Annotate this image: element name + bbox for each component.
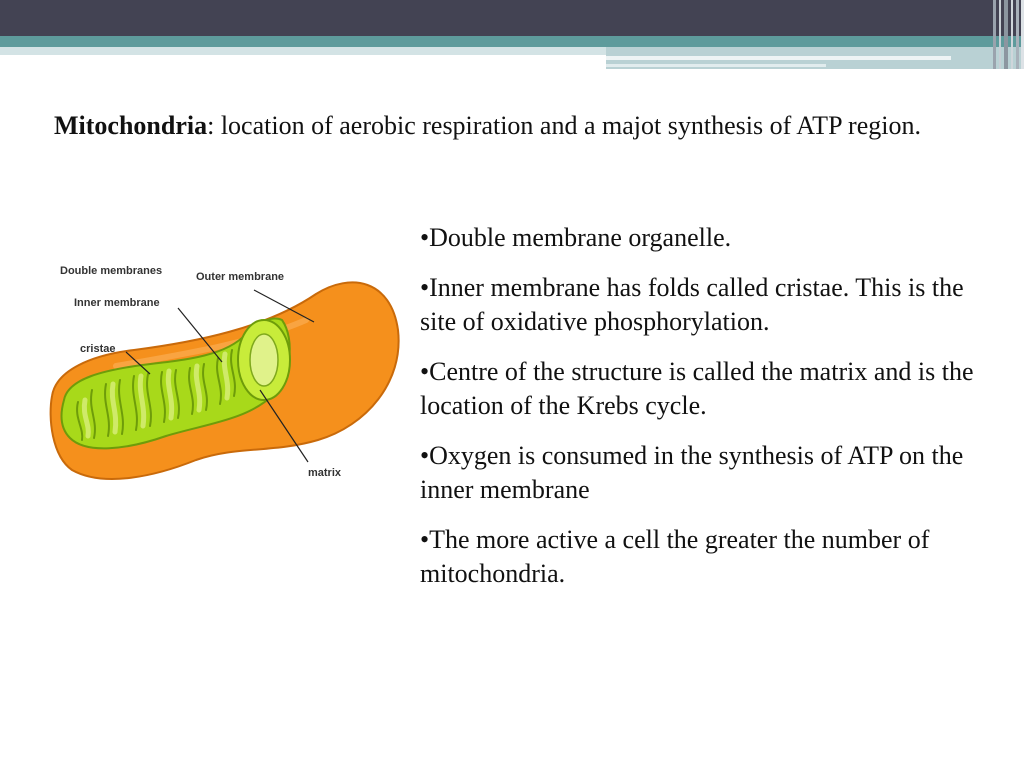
- header-bar: [0, 0, 1024, 36]
- title-term: Mitochondria: [54, 111, 208, 140]
- label-cristae: cristae: [80, 343, 116, 355]
- mitochondria-diagram: [46, 250, 402, 500]
- header-accent-line: [606, 64, 826, 67]
- header-teal-stripe: [0, 36, 1024, 47]
- label-inner-membrane: Inner membrane: [74, 297, 160, 309]
- bullet-item: •Oxygen is consumed in the synthesis of ATP on the inner membrane: [420, 441, 964, 504]
- slide-title: [54, 108, 984, 143]
- header-accent-line: [606, 56, 951, 60]
- label-matrix: matrix: [308, 467, 342, 479]
- corner-decoration: [993, 0, 1024, 69]
- bullet-item: •Centre of the structure is called the matrix and is the location of the Krebs cycle.: [420, 357, 974, 420]
- title-description: : location of aerobic respiration and a majot synthesis of ATP region.: [207, 111, 921, 140]
- bullet-list: [420, 221, 980, 607]
- bullet-item: •The more active a cell the greater the number of mitochondria.: [420, 525, 930, 588]
- bullet-item: •Inner membrane has folds called cristae. This is the site of oxidative phosphorylation.: [420, 273, 964, 336]
- label-double-membranes: Double membranes: [60, 265, 163, 277]
- label-outer-membrane: Outer membrane: [196, 271, 285, 283]
- bullet-item: •Double membrane organelle.: [420, 223, 732, 252]
